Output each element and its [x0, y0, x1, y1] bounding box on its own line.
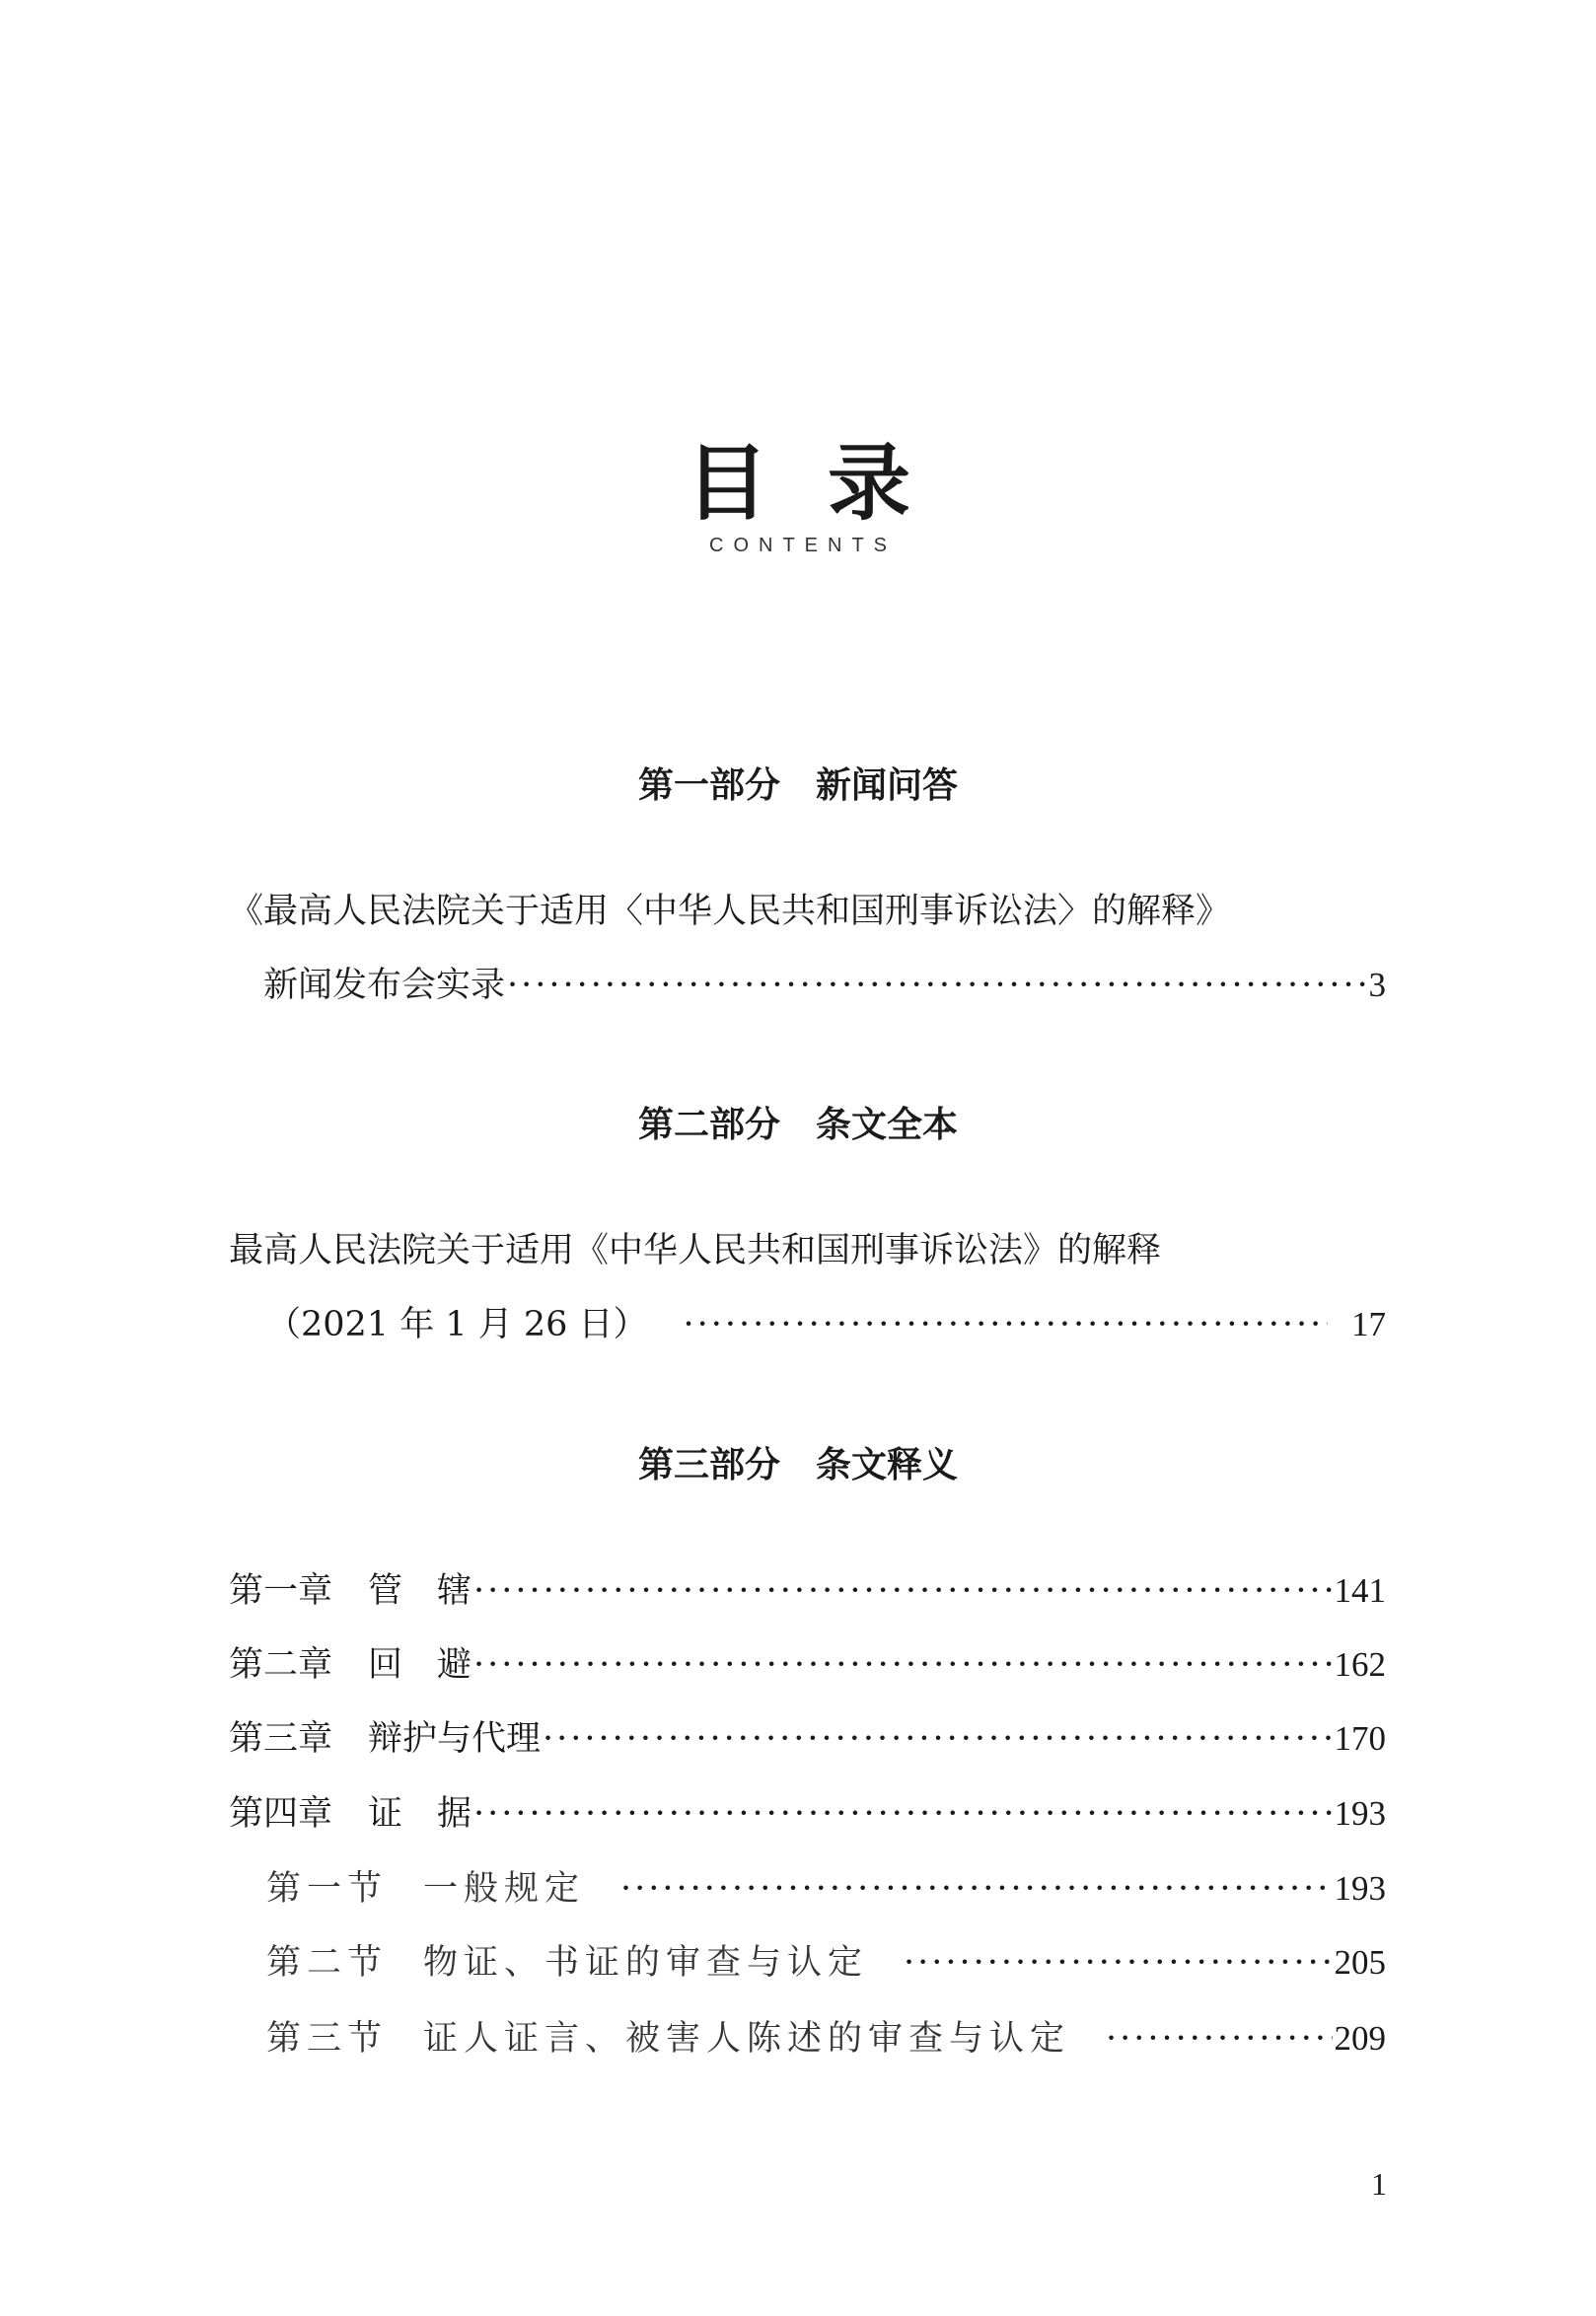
dot-leader: [684, 1303, 1328, 1346]
page-ref: 170: [1334, 1719, 1386, 1758]
page-ref: 209: [1334, 2019, 1386, 2058]
toc-entry-title: 《最高人民法院关于适用〈中华人民共和国刑事诉讼法〉的解释》: [229, 892, 1231, 931]
toc-chapter[interactable]: [229, 1643, 1386, 1687]
toc-entry-line1: [229, 890, 1386, 933]
chapter-label: 第三章: [229, 1719, 333, 1759]
toc-chapter[interactable]: [229, 1792, 1386, 1836]
toc-entry-title: 新闻发布会实录: [263, 966, 506, 1005]
chapter-label: 第一章: [229, 1571, 333, 1611]
toc-entry-line1: [229, 1229, 1386, 1272]
chapter-title: 辩护与代理: [368, 1719, 542, 1759]
dot-leader: [543, 1717, 1332, 1761]
page-ref: 162: [1334, 1645, 1386, 1684]
page-ref: 205: [1334, 1943, 1386, 1982]
chapter-label: 第四章: [229, 1794, 333, 1834]
chapter-title: 证 据: [368, 1794, 472, 1834]
dot-leader: [620, 1867, 1332, 1911]
part-heading-3: 第三部分 条文释义: [637, 1444, 958, 1484]
chapter-label: 第二章: [229, 1645, 333, 1685]
page-number: 1: [1371, 2166, 1387, 2202]
toc-chapter[interactable]: [229, 1717, 1386, 1761]
page-subtitle: CONTENTS: [709, 535, 897, 556]
toc-chapter[interactable]: [229, 1569, 1386, 1613]
dot-leader: [904, 1941, 1332, 1985]
toc-section[interactable]: [266, 1941, 1386, 1985]
page-ref: 193: [1334, 1794, 1386, 1833]
dot-leader: [1106, 2017, 1332, 2061]
toc-entry[interactable]: [266, 1303, 1386, 1346]
section-label: 第三节: [266, 2019, 389, 2059]
toc-entry-date: （2021 年 1 月 26 日）: [266, 1305, 648, 1344]
toc-entry[interactable]: [263, 964, 1386, 1007]
page-title: 目录: [685, 434, 970, 532]
section-label: 第一节: [266, 1869, 389, 1909]
dot-leader: [507, 964, 1366, 1007]
section-title: 证人证言、被害人陈述的审查与认定: [423, 2019, 1071, 2059]
dot-leader: [473, 1569, 1332, 1613]
toc-entry-title: 最高人民法院关于适用《中华人民共和国刑事诉讼法》的解释: [229, 1231, 1162, 1270]
dot-leader: [473, 1643, 1332, 1687]
page-ref: 141: [1334, 1571, 1386, 1610]
page-ref: 3: [1368, 966, 1386, 1004]
section-title: 物证、书证的审查与认定: [423, 1943, 869, 1983]
toc-section[interactable]: [266, 2017, 1386, 2061]
part-heading-2: 第二部分 条文全本: [637, 1104, 958, 1144]
dot-leader: [473, 1792, 1332, 1836]
chapter-title: 回 避: [368, 1645, 472, 1685]
section-title: 一般规定: [423, 1869, 586, 1909]
toc-section[interactable]: [266, 1867, 1386, 1911]
page-ref: 193: [1334, 1869, 1386, 1908]
page-ref: 17: [1351, 1305, 1386, 1343]
part-heading-1: 第一部分 新闻问答: [637, 764, 958, 805]
chapter-title: 管 辖: [368, 1571, 472, 1611]
section-label: 第二节: [266, 1943, 389, 1983]
